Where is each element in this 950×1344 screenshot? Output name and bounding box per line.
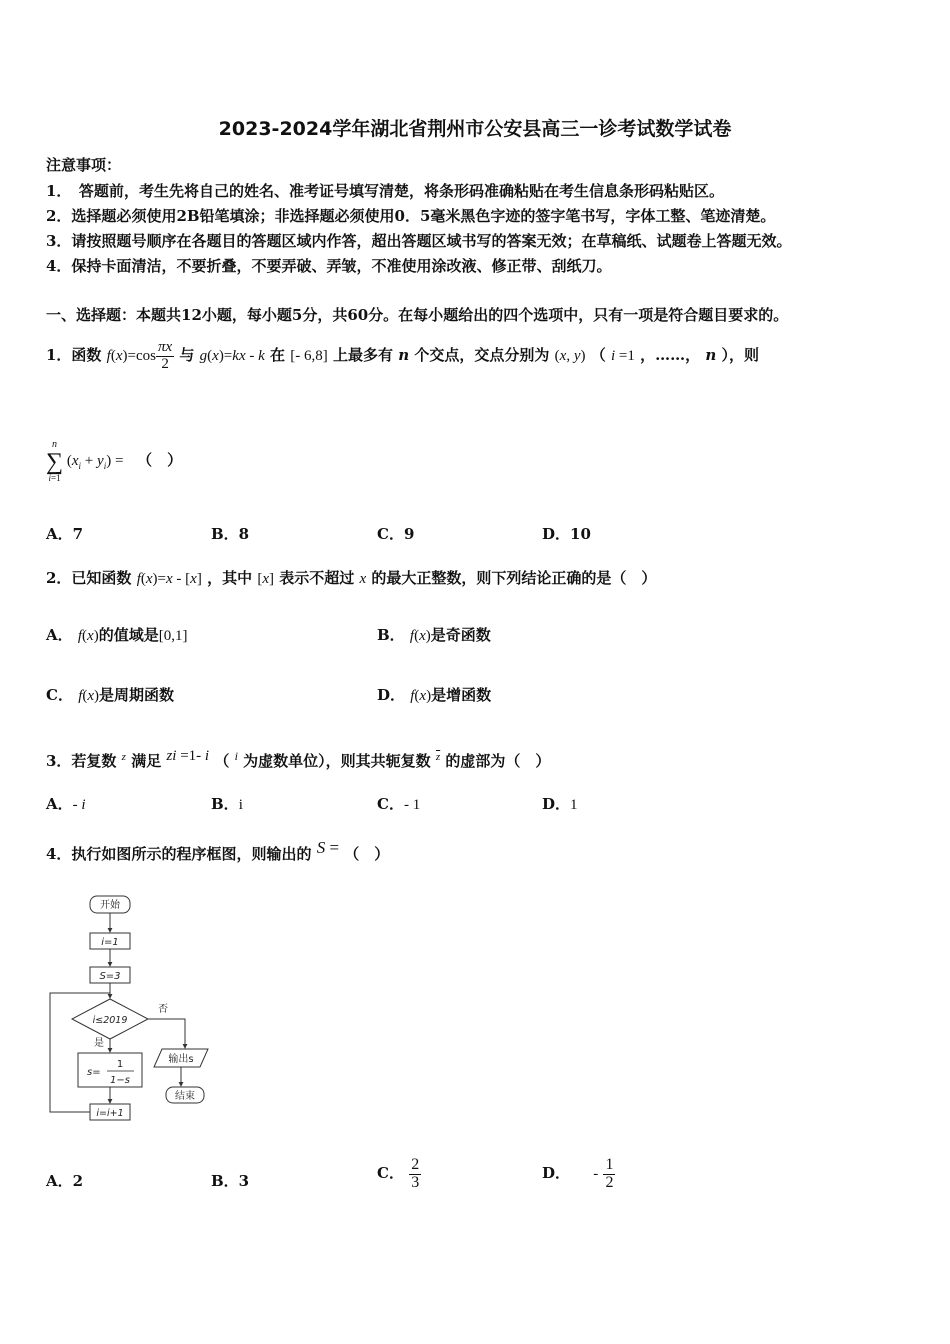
q2-option-c[interactable]: C． f(x)是周期函数 [46, 686, 175, 704]
flow-yes-label: 是 [94, 1038, 104, 1049]
q1-option-a[interactable]: A．7 [46, 525, 84, 543]
flow-incr-text: i=i+1 [96, 1108, 124, 1119]
notice-item-1: 1． 答题前，考生先将自己的姓名、准考证号填写清楚，将条形码准确粘贴在考生信息条形码粘贴区。 [46, 182, 724, 200]
flow-output-text: 输出s [168, 1054, 194, 1065]
q2-option-a[interactable]: A． f(x)的值域是[0,1] [46, 626, 188, 644]
flow-assign-lhs: s= [87, 1067, 101, 1078]
notice-item-3: 3．请按照题号顺序在各题目的答题区域内作答，超出答题区域书写的答案无效；在草稿纸、试题卷上答题无效。 [46, 232, 792, 250]
q4-option-b[interactable]: B．3 [211, 1172, 250, 1190]
q3-option-a[interactable]: A．- i [46, 795, 86, 813]
section-heading: 一、选择题：本题共12小题，每小题5分，共60分。在每小题给出的四个选项中，只有一项是符合题目要求的。 [46, 306, 789, 324]
page-title: 2023-2024学年湖北省荆州市公安县高三一诊考试数学试卷 [218, 118, 732, 140]
flow-init-s-text: S=3 [99, 971, 121, 982]
flow-init-i-text: i=1 [101, 937, 119, 948]
q3-option-d[interactable]: D．1 [542, 795, 578, 813]
notice-heading: 注意事项： [46, 156, 122, 174]
question-4: 4．执行如图所示的程序框图，则输出的 S = （ ） [46, 838, 390, 863]
q4-option-d[interactable]: D． - $\frac{1}{2}$ [542, 1155, 614, 1191]
flow-assign-num: 1 [116, 1059, 124, 1070]
q3-option-b[interactable]: B．i [211, 795, 243, 813]
q1-option-d[interactable]: D．10 [542, 525, 591, 543]
q1-option-c[interactable]: C．9 [377, 525, 415, 543]
notice-item-4: 4．保持卡面清洁，不要折叠，不要弄破、弄皱，不准使用涂改液、修正带、刮纸刀。 [46, 257, 612, 275]
q4-option-c[interactable]: C． $\frac{2}{3}$ [377, 1155, 420, 1191]
q2-option-d[interactable]: D． f(x)是增函数 [377, 686, 492, 704]
flow-assign-den: 1−s [110, 1075, 130, 1086]
flow-end-text: 结束 [175, 1091, 195, 1102]
question-1: 1．函数 f(x)=cos $\frac{\pi x}{2}$ 与 g(x)=kx - k 在 [- 6,8] 上最多有 n 个交点，交点分别为 (x, y) （ i =1 ，……， n ），则 [46, 339, 759, 373]
q3-option-c[interactable]: C．- 1 [377, 795, 421, 813]
q4-option-a[interactable]: A．2 [46, 1172, 84, 1190]
question-2: 2．已知函数 f(x)=x - [x] ，其中 [x] 表示不超过 x 的最大正整数，则下列结论正确的是（ ） [46, 569, 657, 587]
question-3: 3．若复数 $^z$ 满足 zi =1- i （ $^i$ 为虚数单位），则其共轭复数 $^{\overline{z}}$ 的虚部为（ ） [46, 748, 551, 770]
flow-condition-text: i≤2019 [92, 1015, 128, 1026]
q1-option-b[interactable]: B．8 [211, 525, 250, 543]
flowchart [40, 890, 240, 1130]
flow-no-label: 否 [158, 1004, 168, 1015]
notice-item-2: 2．选择题必须使用2B铅笔填涂；非选择题必须使用0．5毫米黑色字迹的签字笔书写，字体工整、笔迹清楚。 [46, 207, 776, 225]
sum-expression: n ∑ i=1 $(x_i + y_i)$ = （ ） [46, 439, 183, 483]
q2-option-b[interactable]: B． f(x)是奇函数 [377, 626, 491, 644]
flow-start-text: 开始 [100, 900, 120, 911]
